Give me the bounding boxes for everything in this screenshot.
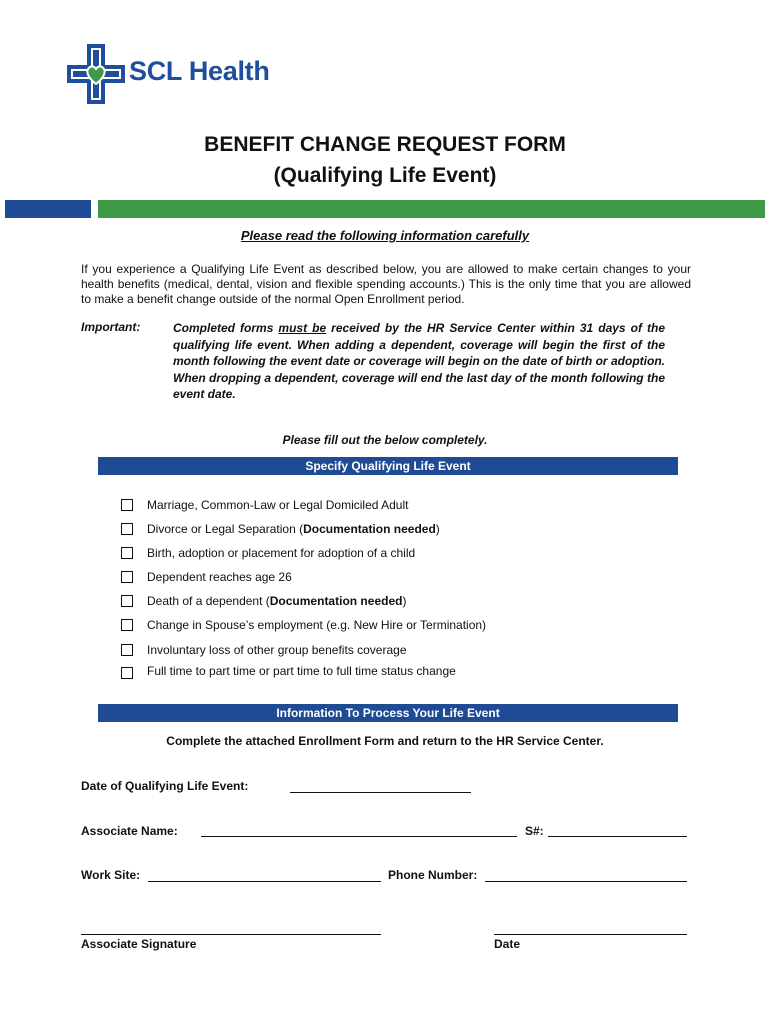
event-text: Death of a dependent ( [147, 594, 270, 608]
checkbox[interactable] [121, 595, 133, 607]
important-text [173, 320, 665, 403]
event-label [147, 618, 486, 632]
event-text: Involuntary loss of other group benefits coverage [147, 643, 407, 657]
intro-paragraph: If you experience a Qualifying Life Event as described below, you are allowed to make certain changes to your health benefits (medical, dental, vision and flexible spending accounts.) This is the only time that you are allowed to make a benefit change outside of the normal Open Enrollment period. [81, 262, 691, 306]
scl-health-logo [67, 44, 297, 106]
important-before: Completed forms [173, 321, 279, 335]
header-bar-blue [5, 200, 91, 218]
associate-name-field[interactable] [201, 836, 517, 837]
s-number-label: S#: [525, 824, 544, 838]
checkbox[interactable] [121, 499, 133, 511]
event-suffix: ) [435, 522, 440, 536]
event-bold: Documentation needed [269, 594, 403, 608]
event-bold: Documentation needed [303, 522, 436, 536]
form-subtitle: (Qualifying Life Event) [273, 164, 497, 187]
signature-date-field[interactable] [494, 934, 687, 935]
event-label [147, 522, 440, 536]
section-header-life-event: Specify Qualifying Life Event [98, 457, 678, 475]
date-of-event-label: Date of Qualifying Life Event: [81, 779, 249, 793]
cross-heart-icon [67, 44, 125, 104]
work-site-field[interactable] [148, 881, 381, 882]
checkbox[interactable] [121, 571, 133, 583]
event-text: Divorce or Legal Separation ( [147, 522, 304, 536]
checkbox[interactable] [121, 667, 133, 679]
fill-instruction: Please fill out the below completely. [282, 433, 488, 447]
important-after: received by the HR Service Center within 31 days of the qualifying life event. When adding a dependent, coverage will begin the first of the month following the event date or coverage will begin on the date of birth or adoption. When dropping a dependent, coverage will end the last day of the month following the event date. [173, 321, 665, 401]
work-site-label: Work Site: [81, 868, 141, 882]
signature-field[interactable] [81, 934, 381, 935]
event-text: Marriage, Common-Law or Legal Domiciled Adult [147, 498, 409, 512]
important-emphasis: must be [278, 321, 327, 335]
s-number-field[interactable] [548, 836, 687, 837]
checkbox[interactable] [121, 547, 133, 559]
signature-date-label: Date [494, 937, 521, 951]
form-title: BENEFIT CHANGE REQUEST FORM [204, 133, 566, 156]
checkbox[interactable] [121, 644, 133, 656]
event-text: Change in Spouse’s employment (e.g. New Hire or Termination) [147, 618, 487, 632]
associate-name-label: Associate Name: [81, 824, 178, 838]
complete-instruction: Complete the attached Enrollment Form and return to the HR Service Center. [166, 734, 604, 748]
event-text: Birth, adoption or placement for adoption of a child [147, 546, 416, 560]
event-text: Full time to part time or part time to full time status change [147, 664, 456, 678]
event-label [147, 594, 406, 608]
phone-number-label: Phone Number: [388, 868, 478, 882]
brand-name: SCL Health [129, 56, 270, 86]
event-suffix: ) [402, 594, 407, 608]
important-label: Important: [81, 320, 141, 334]
date-of-event-field[interactable] [290, 792, 471, 793]
event-label [147, 498, 408, 512]
phone-number-field[interactable] [485, 881, 687, 882]
event-label [147, 643, 407, 657]
section-header-process-info: Information To Process Your Life Event [98, 704, 678, 722]
event-text: Dependent reaches age 26 [147, 570, 292, 584]
header-bar-green [98, 200, 765, 218]
signature-label: Associate Signature [81, 937, 197, 951]
checkbox[interactable] [121, 619, 133, 631]
event-label [147, 570, 292, 584]
checkbox[interactable] [121, 523, 133, 535]
event-label [147, 664, 456, 678]
intro-heading: Please read the following information carefully [240, 228, 530, 243]
event-label [147, 546, 415, 560]
